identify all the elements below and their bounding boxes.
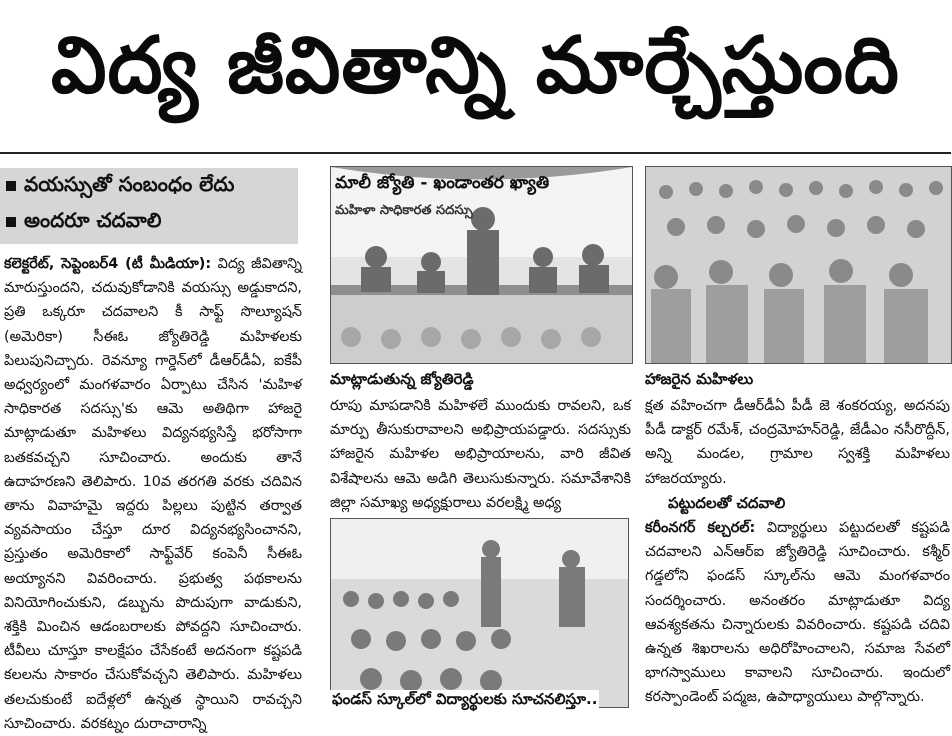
headline: విద్య జీవితాన్ని మార్చేస్తుంది — [51, 20, 900, 111]
audience-photo — [645, 166, 952, 364]
article-column-2 — [330, 394, 631, 516]
banner-subtext: మహిళా సాధికారత సదస్సు — [335, 203, 473, 218]
bullet-item — [0, 168, 298, 204]
section-subhead: పట్టుదలతో చదవాలి — [668, 494, 786, 512]
article-column-4 — [645, 516, 950, 708]
stage-photo — [330, 166, 633, 364]
bullet-item — [0, 204, 298, 240]
article-body: విద్యార్థులు పట్టుదలతో కష్టపడి చదవాలని ఎన్ఆర్ఐ జ్యోతిరెడ్డి సూచించారు. కశ్మీర్ గడ్డలోని ఫండస్ స్కూల్‌ను ఆమె మంగళవారం సందర్శించారు. అనంతరం మాట్లాడుతూ విద్య ఆవశ్యకతను చిన్నారులకు వివరించారు. కష్టపడి చదివి ఉన్నత శిఖరాలను అధిరోహించాలని, సమాజ సేవలో భాగస్వాములు కావాలని సూచించారు. ఇందులో కరస్పాండెంట్ పద్మజ, ఉపాధ్యాయులు పాల్గొన్నారు. — [645, 520, 951, 706]
article-body: క్షత వహించగా డీఆర్‌డీఏ పీడీ జె శంకరయ్య, అదనపు పీడీ డాక్టర్ రమేశ్, చంద్రమోహన్‌రెడ్డి, జేడీఎం నసీరొద్దీన్, అన్ని మండల, గ్రామాల స్వశక్తి మహిళలు హాజరయ్యారు. — [645, 398, 950, 487]
dateline: కరీంనగర్ కల్చరల్: — [645, 520, 756, 536]
summary-bullets — [0, 168, 298, 244]
banner-text: మాలీ జ్యోతి - ఖండాంతర ఖ్యాతి — [335, 173, 550, 193]
bullet-text: అందరూ చదవాలి — [24, 207, 162, 232]
school-photo — [330, 518, 629, 708]
headline-rule — [0, 152, 951, 154]
photo-caption: మాట్లాడుతున్న జ్యోతిరెడ్డి — [330, 370, 474, 388]
bullet-text: వయస్సుతో సంబంధం లేదు — [24, 171, 235, 196]
article-body: రూపు మాపడానికి మహిళలే ముందుకు రావలని, ఒక మార్పు తీసుకురావాలని అభిప్రాయపడ్డారు. సదస్సుకు హాజరైన మహిళల అభిప్రాయాలను, వారి జీవిత విశేషాలను ఆమె అడిగి తెలుసుకున్నారు. సమావేశానికి జిల్లా సమాఖ్య అధ్యక్షురాలు వరలక్ష్మి అధ్య — [330, 398, 631, 511]
square-bullet-icon — [6, 217, 16, 227]
article-body: విద్య జీవితాన్ని మారుస్తుందని, చదువుకోడానికి వయస్సు అడ్డుకాదని, ప్రతి ఒక్కరూ చదవాలని కీ సాఫ్ట్ సొల్యూషన్ (అమెరికా) సీఈఓ జ్యోతిరెడ్డి మహిళలకు పిలుపునిచ్చారు. రెవన్యూ గార్డెన్‌లో డీఆర్‌డీఏ, ఐకేపీ అధ్వర్యంలో మంగళవారం ఏర్పాటు చేసిన 'మహిళ సాధికారత సదస్సు'కు ఆమె అతిథిగా హాజరై మాట్లాడుతూ మహిళలు విద్యనభ్యసిస్తే భరోసాగా బతకవచ్చని సూచించారు. అందుకు తానే ఉదాహరణని తెలిపారు. 10వ తరగతి వరకు చదివిన తాను వివాహమై ఇద్దరు పిల్లలు పుట్టిన తర్వాత వ్యవసాయం చేస్తూ దూర విద్యనభ్యసించానని, ప్రస్తుతం అమెరికాలో సాఫ్ట్‌వేర్ కంపెనీ సీఈఓ అయ్యానని వివరించారు. ప్రభుత్వ పథకాలను వినియోగించుకుని, డబ్బును పొదుపుగా వాడుకుని, శక్తికి మించిన ఆడంబరాలకు పోవద్దని సూచించారు. టీవీలు చూస్తూ కాలక్షేపం చేసేకంటే అదనంగా కష్టపడి కలలను సాకారం చేసుకోవచ్చని తెలిపారు. మహిళలు తలచుకుంటే ఐదేళ్లలో ఉన్నత స్థాయిని రావచ్చని సూచించారు. వరకట్నం దురాచారాన్ని — [4, 256, 303, 732]
square-bullet-icon — [6, 181, 16, 191]
school-photo-caption: ఫండస్ స్కూల్‌లో విద్యార్థులకు సూచనలిస్తూ.. — [330, 690, 599, 712]
article-column-3 — [645, 394, 950, 492]
photo-caption: హాజరైన మహిళలు — [645, 370, 754, 388]
dateline: కలెక్టరేట్, సెప్టెంబర్4 (టీ మీడియా): — [4, 256, 212, 272]
article-column-1 — [4, 252, 303, 732]
